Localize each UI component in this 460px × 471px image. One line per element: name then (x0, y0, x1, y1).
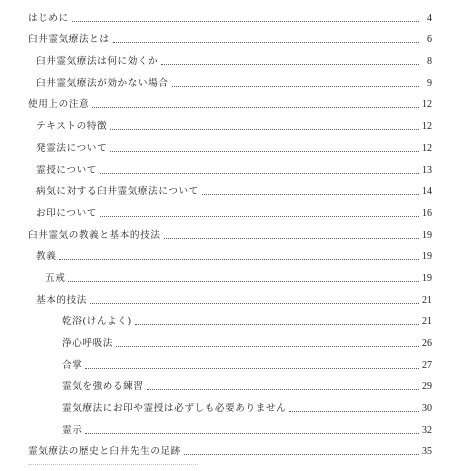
dot-leader (147, 388, 419, 390)
toc-entry-title: 教義 (36, 251, 57, 263)
toc-entry-title: 霊気療法の歴史と臼井先生の足跡 (28, 446, 181, 458)
toc-entry-page-number: 12 (422, 142, 432, 154)
dot-leader (113, 41, 419, 43)
toc-entry[interactable] (28, 375, 432, 397)
dot-leader (172, 85, 419, 87)
toc-entry-page-number: 9 (427, 77, 432, 89)
dot-leader (164, 237, 419, 239)
dot-leader (72, 20, 419, 22)
toc-entry-title: 病気に対する臼井霊気療法について (36, 186, 199, 198)
toc-entry[interactable] (28, 440, 432, 462)
dot-leader (184, 453, 419, 455)
toc-entry[interactable] (28, 93, 432, 115)
dot-leader (100, 172, 419, 174)
toc-entry[interactable] (28, 396, 432, 418)
toc-entry-title: 使用上の注意 (28, 99, 90, 111)
toc-entry-page-number: 29 (422, 381, 432, 393)
toc-entry[interactable] (28, 245, 432, 267)
toc-entry[interactable] (28, 353, 432, 375)
dot-leader (161, 63, 419, 65)
dot-leader (100, 215, 419, 217)
table-of-contents (28, 6, 432, 471)
toc-row-cut-off (28, 461, 432, 471)
toc-entry-title: はじめに (28, 12, 69, 24)
toc-entry-page-number: 19 (422, 272, 432, 284)
toc-entry-page-number: 6 (427, 34, 432, 46)
toc-entry-title: 霊気を強める練習 (62, 381, 144, 393)
dot-leader (90, 302, 419, 304)
toc-entry-page-number: 19 (422, 251, 432, 263)
toc-entry-page-number: 21 (422, 294, 432, 306)
toc-entry-page-number: 12 (422, 99, 432, 111)
dot-leader (110, 128, 419, 130)
toc-entry-title: お印について (36, 207, 97, 219)
toc-entry-page-number: 19 (422, 229, 432, 241)
toc-entry-page-number: 13 (422, 164, 432, 176)
toc-entry[interactable] (28, 180, 432, 202)
toc-entry-page-number: 26 (422, 338, 432, 349)
toc-entry-title: 合掌 (62, 359, 83, 371)
toc-entry-title: 霊示 (62, 424, 83, 436)
dot-leader (116, 345, 419, 347)
dot-leader (202, 193, 419, 195)
toc-entry[interactable] (28, 114, 432, 136)
cut-off-line-fragment (28, 464, 198, 471)
dot-leader (92, 106, 419, 108)
toc-entry-page-number: 21 (422, 316, 432, 328)
toc-entry[interactable] (28, 71, 432, 93)
toc-entry-page-number: 12 (422, 121, 432, 133)
dot-leader (135, 323, 419, 325)
toc-entry-page-number: 35 (422, 446, 432, 458)
dot-leader (85, 432, 419, 434)
toc-entry-title: 浄心呼吸法 (62, 338, 113, 349)
toc-entry[interactable] (28, 136, 432, 158)
toc-entry-title: 臼井霊気療法が効かない場合 (36, 77, 169, 89)
toc-entry-page-number: 8 (427, 56, 432, 68)
dot-leader (68, 280, 419, 282)
toc-entry-title: テキストの特徴 (36, 121, 108, 133)
toc-entry-page-number: 14 (422, 186, 432, 198)
toc-entry-title: 基本的技法 (36, 294, 87, 306)
toc-entry-title: 臼井霊気療法とは (28, 34, 110, 46)
dot-leader (289, 410, 419, 412)
toc-entry-page-number: 16 (422, 207, 432, 219)
toc-entry[interactable] (28, 223, 432, 245)
toc-entry-title: 発霊法について (36, 142, 108, 154)
toc-entry-page-number: 4 (427, 12, 432, 24)
toc-entry[interactable] (28, 331, 432, 353)
toc-entry-page-number: 30 (422, 403, 432, 415)
toc-entry[interactable] (28, 266, 432, 288)
toc-entry[interactable] (28, 201, 432, 223)
dot-leader (85, 367, 419, 369)
toc-entry[interactable] (28, 288, 432, 310)
dot-leader (110, 150, 419, 152)
toc-entry[interactable] (28, 310, 432, 332)
toc-entry[interactable] (28, 418, 432, 440)
toc-entry-title: 五戒 (45, 272, 66, 284)
toc-entry-title: 臼井霊気療法は何に効くか (36, 56, 159, 68)
toc-entry-title: 霊授について (36, 164, 97, 176)
toc-entry[interactable] (28, 158, 432, 180)
toc-entry-title: 乾浴(けんよく) (62, 316, 132, 328)
toc-entry[interactable] (28, 28, 432, 50)
toc-entry-page-number: 32 (422, 424, 432, 436)
toc-entries (28, 6, 432, 461)
toc-entry-title: 臼井霊気の教義と基本的技法 (28, 229, 161, 241)
toc-entry[interactable] (28, 49, 432, 71)
dot-leader (59, 258, 419, 260)
toc-entry[interactable] (28, 6, 432, 28)
toc-entry-page-number: 27 (422, 359, 432, 371)
toc-entry-title: 霊気療法にお印や霊授は必ずしも必要ありません (62, 403, 287, 415)
